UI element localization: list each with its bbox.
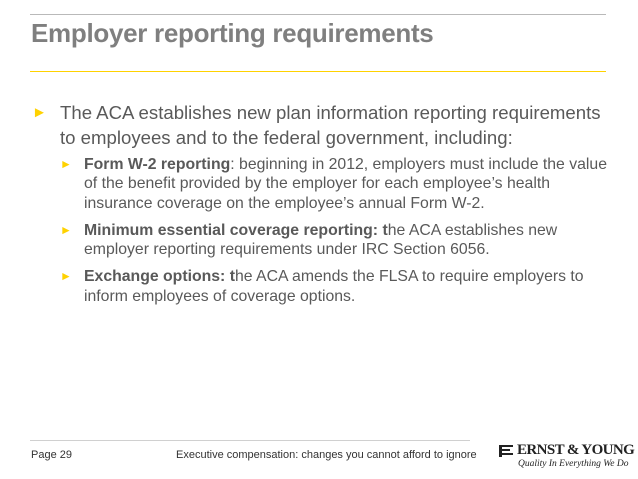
sub-bullet-text: : beginning in 2012, employers must include the value of the benefit provided by the employer for each employee’s health insurance coverage on the employee’s annual Form W-2.: [84, 156, 607, 212]
top-divider: [30, 14, 606, 15]
sub-bullet-coverage: [30, 221, 620, 260]
bullet-arrow-icon: ►: [60, 269, 72, 284]
title-divider: [30, 71, 606, 72]
sub-bullet-w2: [30, 155, 620, 213]
logo-tagline: Quality In Everything We Do: [518, 459, 629, 469]
bullet-arrow-icon: ►: [32, 104, 47, 121]
slide-content: [30, 100, 620, 314]
logo-wordmark: ERNST & YOUNG: [517, 442, 635, 458]
bullet-arrow-icon: ►: [60, 157, 72, 171]
sub-bullet-heading: Minimum essential coverage reporting: t: [84, 221, 388, 239]
slide-title: Employer reporting requirements: [31, 18, 434, 48]
main-bullet: [30, 100, 620, 150]
footer-caption: Executive compensation: changes you cannot afford to ignore: [176, 449, 477, 461]
sub-bullet-exchange: [30, 267, 620, 306]
main-bullet-text: The ACA establishes new plan information reporting requirements to employees and to the federal government, including:: [60, 102, 601, 148]
sub-bullet-text: he ACA amends the FLSA to require employers to inform employees of coverage options.: [84, 268, 584, 305]
sub-bullet-heading: Form W-2 reporting: [84, 156, 231, 173]
company-logo: [498, 442, 635, 471]
page-number: Page 29: [31, 449, 72, 461]
footer-divider: [30, 440, 470, 441]
sub-bullet-heading: Exchange options: t: [84, 268, 235, 286]
bullet-arrow-icon: ►: [60, 222, 72, 237]
sub-bullet-list: [30, 155, 620, 306]
sub-bullet-text: he ACA establishes new employer reporting requirements under IRC Section 6056.: [84, 221, 558, 259]
logo-mark-icon: [498, 443, 514, 459]
